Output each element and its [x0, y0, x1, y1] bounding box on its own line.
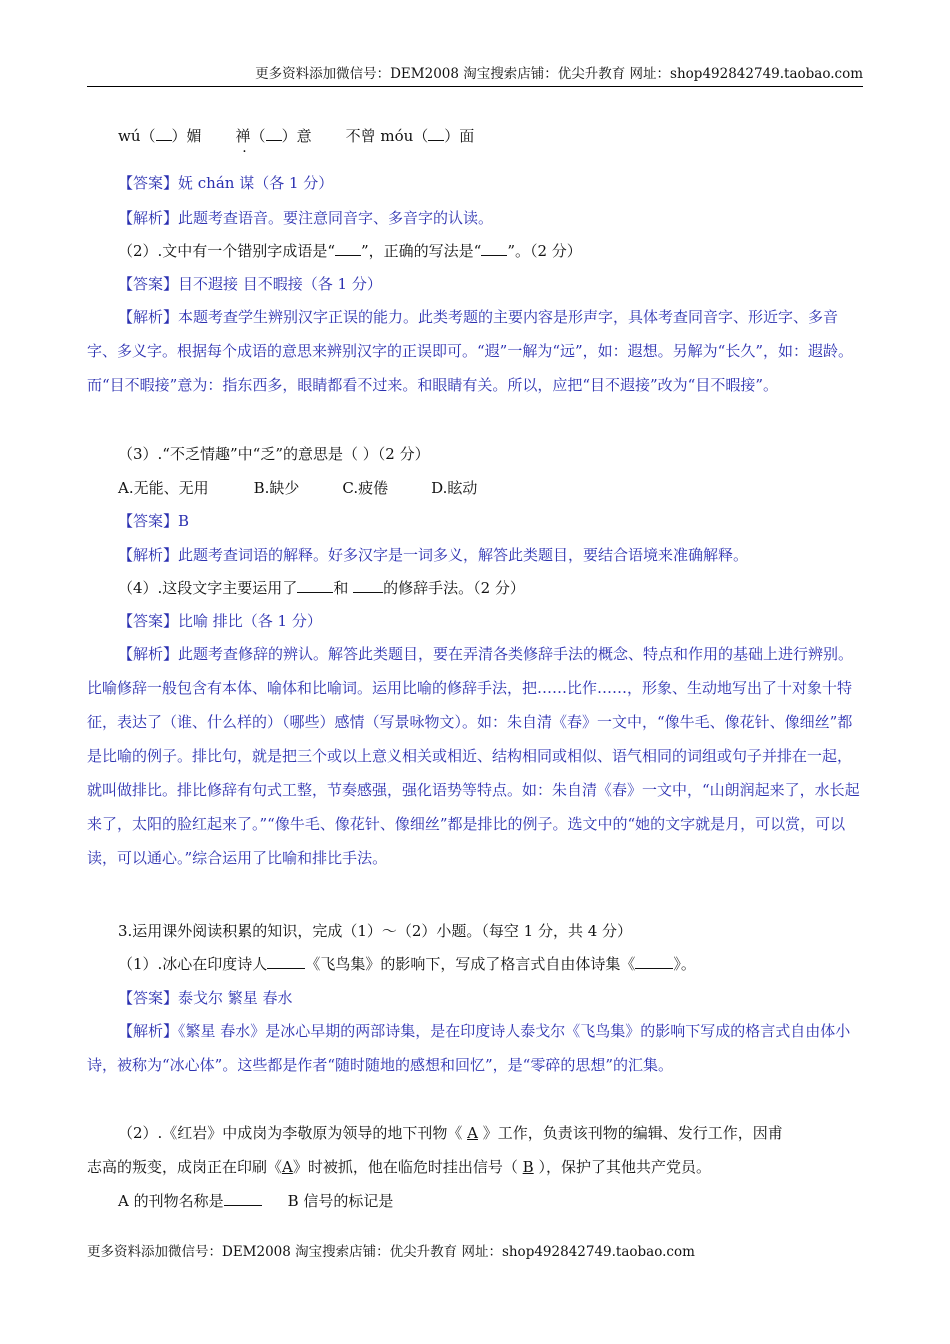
explanation-1: 【解析】此题考查语音。要注意同音字、多音字的认读。: [118, 209, 494, 227]
question-6-line-3: A 的刊物名称是 B 信号的标记是: [118, 1192, 394, 1210]
section-3-title: 3.运用课外阅读积累的知识，完成（1）～（2）小题。（每空 1 分，共 4 分）: [118, 922, 633, 940]
question-4: （4）.这段文字主要运用了 和 的修辞手法。（2 分）: [118, 579, 525, 597]
answer-1: 【答案】妩 chán 谋（各 1 分）: [118, 174, 334, 192]
question-6-line-2: 志高的叛变，成岗正在印刷《A》时被抓，他在临危时挂出信号（ B ），保护了其他共产党员。: [87, 1158, 711, 1176]
option-b: B.缺少: [253, 479, 300, 497]
question-5: （1）.冰心在印度诗人 《飞鸟集》的影响下，写成了格言式自由体诗集《 》。: [118, 955, 696, 973]
explanation-4: 【解析】此题考查修辞的辨认。解答此类题目，要在弄清各类修辞手法的概念、特点和作用的基础上进行辨别。比喻修辞一般包含有本体、喻体和比喻词。运用比喻的修辞手法，把……比作……，形象、生动地写出了十对象十特征，表达了（谁、什么样的）（哪些）感情（写景咏物文）。如：朱自清《春》一文中，“像牛毛、像花针、像细丝”都是比喻的例子。排比句，就是把三个或以上意义相关或相近、结构相同或相似、语气相同的词组或句子并排在一起，就叫做排比。排比修辞有句式工整，节奏感强，强化语势等特点。如：朱自清《春》一文中，“山朗润起来了，水长起来了，太阳的脸红起来了。”“像牛毛、像花针、像细丝”都是排比的例子。选文中的“她的文字就是月，可以赏，可以读，可以通心。”综合运用了比喻和排比手法。: [87, 645, 860, 867]
answer-3: 【答案】B: [118, 512, 190, 530]
question-3-options: [118, 477, 863, 499]
option-c: C.疲倦: [342, 479, 389, 497]
explanation-3: 【解析】此题考查词语的解释。好多汉字是一词多义，解答此类题目，要结合语境来准确解释。: [118, 546, 749, 564]
page-header: 更多资料添加微信号：DEM2008 淘宝搜索店铺：优尖升教育 网址：shop492842749.taobao.com: [87, 62, 863, 87]
page-footer: 更多资料添加微信号：DEM2008 淘宝搜索店铺：优尖升教育 网址：shop492842749.taobao.com: [87, 1244, 695, 1260]
question-pinyin: wú（ ）媚 禅（ ）意 不曾 móu（ ）面: [118, 127, 475, 145]
option-a: A.无能、无用: [118, 479, 209, 497]
explanation-5: 【解析】《繁星 春水》是冰心早期的两部诗集，是在印度诗人泰戈尔《飞鸟集》的影响下写成的格言式自由体小诗，被称为“冰心体”。这些都是作者“随时随地的感想和回忆”，是“零碎的思想”的汇集。: [87, 1022, 851, 1074]
question-2: （2）.文中有一个错别字成语是“ ”，正确的写法是“ ”。（2 分）: [118, 242, 582, 260]
question-3: （3）.“不乏情趣”中“乏”的意思是（ ）（2 分）: [118, 445, 430, 463]
option-d: D.眩动: [431, 479, 478, 497]
answer-2: 【答案】目不遐接 目不暇接（各 1 分）: [118, 275, 382, 293]
explanation-2: 【解析】本题考查学生辨别汉字正误的能力。此类考题的主要内容是形声字，具体考查同音字、形近字、多音字、多义字。根据每个成语的意思来辨别汉字的正误即可。“遐”一解为“远”，如：遐想。另解为“长久”，如：遐龄。而“目不暇接”意为：指东西多，眼睛都看不过来。和眼睛有关。所以，应把“目不遐接”改为“目不暇接”。: [87, 308, 854, 394]
answer-5: 【答案】泰戈尔 繁星 春水: [118, 989, 293, 1007]
answer-4: 【答案】比喻 排比（各 1 分）: [118, 612, 322, 630]
question-6-line-1: （2）.《红岩》中成岗为李敬原为领导的地下刊物《 A 》工作，负责该刊物的编辑、发行工作，因甫: [118, 1124, 783, 1142]
